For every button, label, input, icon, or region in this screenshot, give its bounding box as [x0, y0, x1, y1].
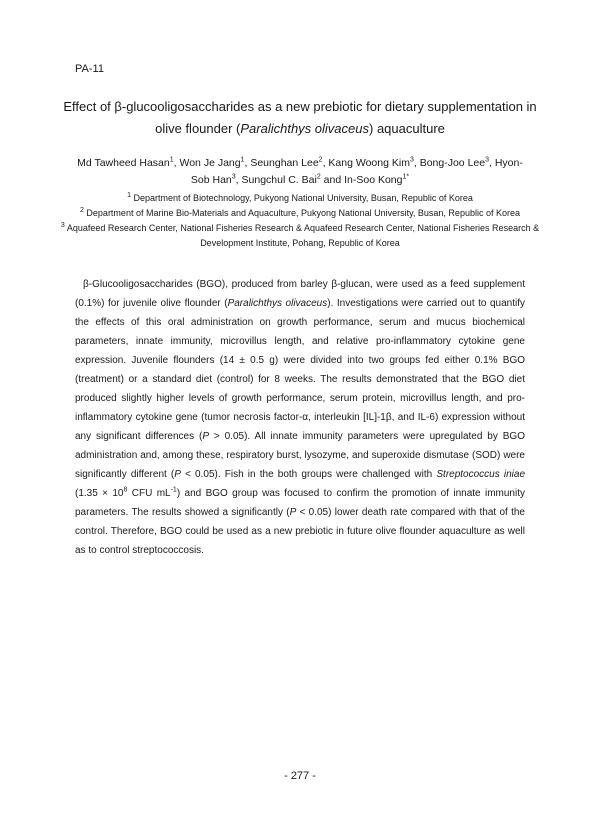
affiliation: [60, 206, 540, 221]
author-name: Sungchul C. Bai: [241, 174, 317, 186]
abstract-text: < 0.05) lower death rate compared with that of the control. Therefore, BGO could be used as a new prebiotic in future olive flounder aquaculture as well as to control streptococcosis.: [75, 507, 525, 556]
author-name: Seunghan Lee: [250, 157, 319, 169]
author-name: In-Soo Kong: [344, 174, 403, 186]
author-name: Bong-Joo Lee: [419, 157, 486, 169]
author-affiliation-mark: 3: [485, 156, 489, 164]
affiliation-number: 1: [127, 192, 132, 199]
exponent: -1: [170, 486, 177, 494]
pathogen-species-name: Streptococcus iniae: [436, 469, 526, 480]
author-list: Md Tawheed Hasan$^1$, Won Je Jang$^1$, Seunghan Lee$^2$, Kang Woong Kim$^3$, Bong-Joo Lee$^3$, Hyon-Sob Han$^3$, Sungchul C. Bai$^2$ and In-Soo Kong$^{1*}$: [77, 156, 523, 186]
title-species-name: Paralichthys olivaceus: [240, 121, 369, 136]
affiliation: [60, 221, 540, 251]
p-value-symbol: P: [174, 469, 181, 480]
affiliation-number: 2: [80, 207, 84, 214]
page-code: PA-11: [75, 63, 104, 75]
abstract-text: < 0.05). Fish in the both groups were challenged with: [180, 469, 437, 480]
title-line-1: Effect of β-glucooligosaccharides as a new prebiotic for dietary supplementation in: [63, 99, 537, 114]
title-line-2-post: ) aquaculture: [369, 121, 445, 136]
author-name: Won Je Jang: [179, 157, 241, 169]
abstract-text: (1.35 × 10: [75, 488, 124, 499]
author-affiliation-mark: 2: [318, 156, 323, 164]
affiliation-number: 3: [60, 222, 65, 229]
affiliation-text: Department of Marine Bio-Materials and Aquaculture, Pukyong National University, Busan, Republic of Korea: [86, 208, 520, 218]
author-conjunction: and: [323, 174, 342, 186]
author-name: Kang Woong Kim: [328, 157, 410, 169]
author-affiliation-mark: 3: [409, 156, 414, 164]
p-value-symbol: P: [202, 431, 209, 442]
page-number: - 277 -: [284, 770, 316, 782]
affiliation-text: Aquafeed Research Center, National Fisheries Research & Aquafeed Research Center, National Fisheries Research & Development Institute, Pohang, Republic of Korea: [66, 223, 540, 248]
author-affiliation-mark: 1*: [402, 173, 410, 181]
p-value-symbol: P: [289, 507, 297, 518]
abstract-paragraph: [75, 275, 525, 560]
abstract-text: β-Glucooligosaccharides (BGO), produced from barley β-glucan, were used as a feed supplement (0.1%) for juvenile olive flounder (: [75, 279, 525, 309]
abstract-text: ). Investigations were carried out to quantify the effects of this oral administration on growth performance, serum and mucus biochemical parameters, innate immunity, microvillus length, and relative pro-inflammatory cytokine gene expression. Juvenile flounders (14 ± 0.5 g) were divided into two groups fed either 0.1% BGO (treatment) or a standard diet (control) for 8 weeks. The results demonstrated that the BGO diet produced slightly higher levels of growth performance, serum protein, microvillus length, and pro-inflammatory cytokine gene (tumor necrosis factor-α, interleukin [IL]-1β, and IL-6) expression without any significant differences (: [75, 298, 526, 442]
exponent: 8: [123, 486, 128, 494]
author-affiliation-mark: 2: [316, 173, 321, 181]
author-name: Md Tawheed Hasan: [77, 157, 170, 169]
author-name: Hyon-Sob Han: [190, 157, 523, 186]
affiliation-list: [60, 191, 540, 251]
author-affiliation-mark: 1: [169, 156, 174, 164]
abstract-text: ) and BGO group was focused to confirm the promotion of innate immunity parameters. The results showed a significantly (: [75, 488, 525, 518]
title-line-2-pre: olive flounder (: [155, 121, 241, 136]
affiliation: [60, 191, 540, 206]
abstract-species-name: Paralichthys olivaceus: [227, 298, 328, 309]
paper-title: [60, 96, 540, 140]
abstract-text: CFU mL: [127, 488, 171, 499]
author-affiliation-mark: 1: [240, 156, 245, 164]
affiliation-text: Department of Biotechnology, Pukyong National University, Busan, Republic of Korea: [133, 193, 473, 203]
author-affiliation-mark: 3: [231, 173, 236, 181]
abstract-text: > 0.05). All innate immunity parameters were upregulated by BGO administration and, among these, respiratory burst, lysozyme, and superoxide dismutase (SOD) were significantly different (: [75, 431, 525, 480]
